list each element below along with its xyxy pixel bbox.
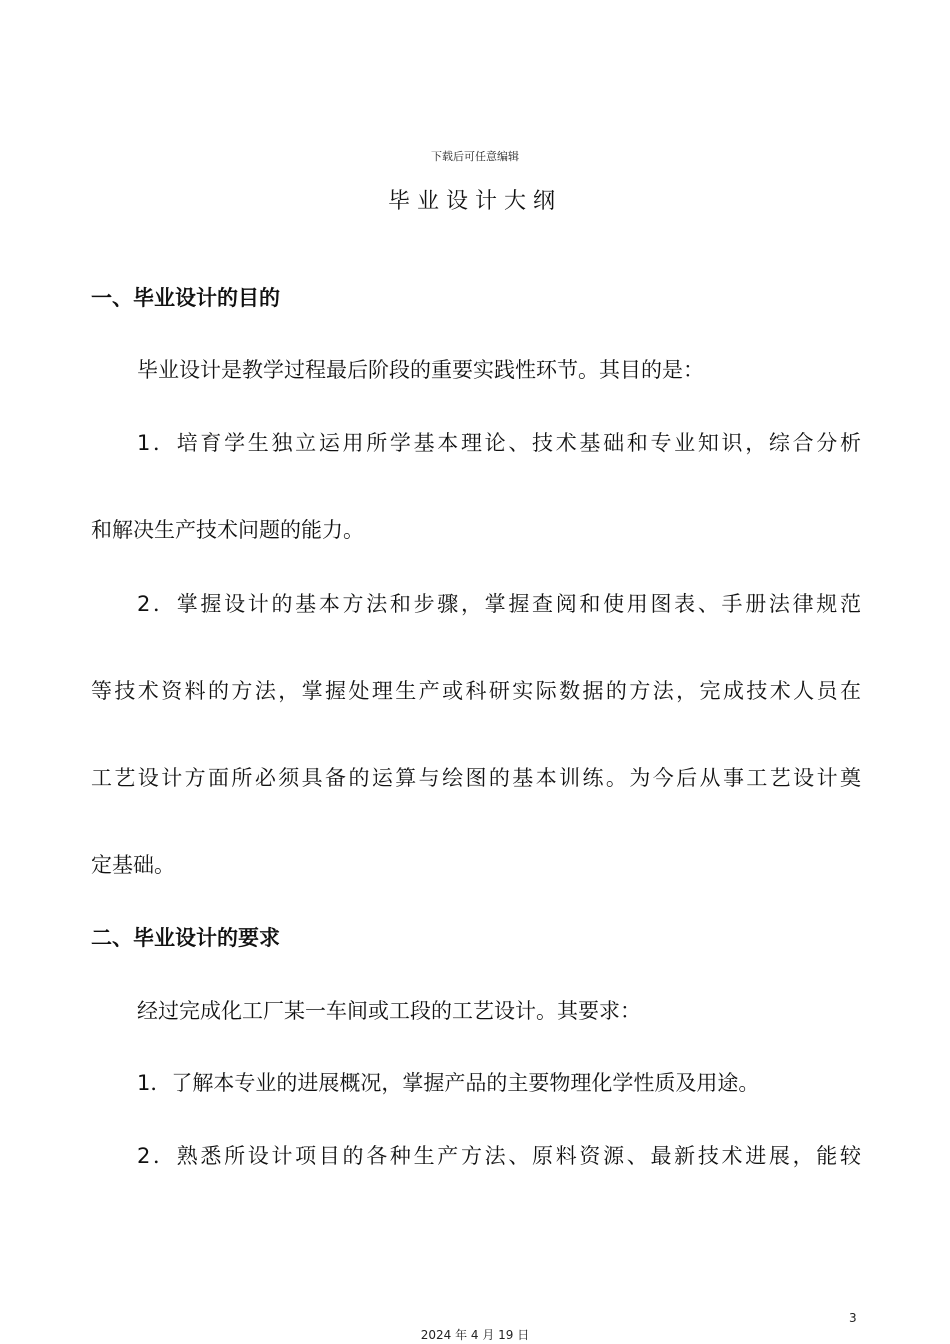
paragraph-line: 1．了解本专业的进展概况，掌握产品的主要物理化学性质及用途。 (137, 1071, 760, 1095)
paragraph-line: 2．熟悉所设计项目的各种生产方法、原料资源、最新技术进展，能较 (137, 1144, 861, 1168)
paragraph-line: 等技术资料的方法，掌握处理生产或科研实际数据的方法，完成技术人员在 (91, 679, 861, 703)
header-note: 下载后可任意编辑 (431, 150, 519, 163)
paragraph-line: 工艺设计方面所必须具备的运算与绘图的基本训练。为今后从事工艺设计奠 (91, 766, 861, 790)
paragraph-intro: 经过完成化工厂某一车间或工段的工艺设计。其要求： (137, 999, 641, 1023)
paragraph-line: 定基础。 (91, 853, 175, 877)
paragraph-intro: 毕业设计是教学过程最后阶段的重要实践性环节。其目的是： (137, 358, 704, 382)
paragraph-line: 2．掌握设计的基本方法和步骤，掌握查阅和使用图表、手册法律规范 (137, 592, 861, 616)
document-title: 毕业设计大纲 (387, 189, 562, 214)
page-number: 3 (849, 1311, 857, 1325)
paragraph-line: 1．培育学生独立运用所学基本理论、技术基础和专业知识，综合分析 (137, 431, 861, 455)
section-heading: 二、毕业设计的要求 (91, 926, 280, 950)
footer-date: 2024 年 4 月 19 日 (420, 1328, 530, 1342)
paragraph-line: 和解决生产技术问题的能力。 (91, 518, 364, 542)
section-heading: 一、毕业设计的目的 (91, 286, 280, 310)
